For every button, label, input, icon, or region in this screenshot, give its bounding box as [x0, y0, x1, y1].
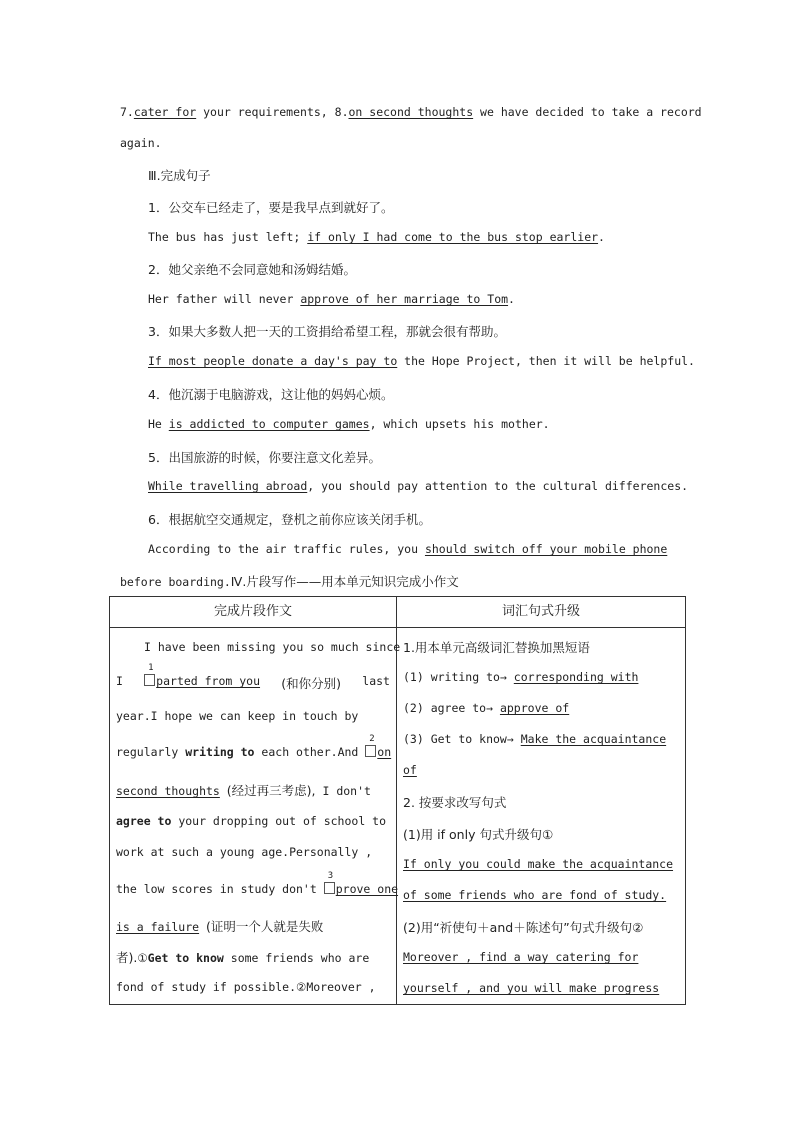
section-4-title: Ⅳ.片段写作——用本单元知识完成小作文	[230, 574, 459, 589]
intro-line-2: again.	[120, 136, 162, 150]
comp-line-7: work at such a young age.Personally ,	[116, 845, 373, 859]
q1-chinese: 1．公交车已经走了，要是我早点到就好了。	[148, 200, 394, 215]
q3-english: If most people donate a day's pay to the Hope Project, then it will be helpful.	[148, 354, 695, 368]
q2-english: Her father will never approve of her marriage to Tom.	[148, 292, 515, 306]
comp-line-3: year.I hope we can keep in touch by	[116, 709, 359, 723]
blank-box-icon	[365, 745, 376, 757]
comp-line-1: I have been missing you so much since	[144, 640, 401, 654]
q4-english: He is addicted to computer games, which upsets his mother.	[148, 417, 550, 431]
comp-line-8: the low scores in study don't 3 prove one	[116, 871, 399, 896]
q6-english: According to the air traffic rules, you should switch off your mobile phone	[148, 542, 668, 556]
q6-chinese: 6．根据航空交通规定，登机之前你应该关闭手机。	[148, 512, 431, 527]
blank-box-icon	[324, 882, 335, 894]
q4-chinese: 4．他沉溺于电脑游戏，这让他的妈妈心烦。	[148, 387, 394, 402]
arrow-icon: →	[486, 701, 500, 715]
comp-line-2: I 1 parted from you (和你分别) last	[116, 663, 390, 691]
q6-continuation-and-section-4: before boarding.Ⅳ.片段写作——用本单元知识完成小作文	[120, 574, 459, 589]
upgrade-line-3: (2) agree to→ approve of	[403, 701, 570, 715]
comp-line-10: 者).①Get to know some friends who are	[116, 950, 370, 965]
upgrade-cell	[397, 628, 686, 1005]
q2-chinese: 2．她父亲绝不会同意她和汤姆结婚。	[148, 262, 356, 277]
q5-chinese: 5．出国旅游的时候，你要注意文化差异。	[148, 450, 381, 465]
upgrade-line-5: of	[403, 763, 417, 777]
upgrade-line-11: Moreover , find a way catering for	[403, 950, 639, 964]
table-header-right: 词汇句式升级	[397, 597, 686, 628]
q1-english: The bus has just left; if only I had come to the bus stop earlier.	[148, 230, 605, 244]
upgrade-line-10: (2)用“祈使句＋and＋陈述句”句式升级句②	[403, 920, 644, 935]
upgrade-line-7: (1)用 if only 句式升级句①	[403, 827, 554, 842]
upgrade-line-12: yourself , and you will make progress	[403, 981, 660, 995]
upgrade-line-9: of some friends who are fond of study.	[403, 888, 667, 902]
upgrade-line-2: (1) writing to→ corresponding with	[403, 670, 639, 684]
section-3-title: Ⅲ.完成句子	[148, 168, 211, 183]
q5-english: While travelling abroad, you should pay attention to the cultural differences.	[148, 479, 689, 493]
composition-cell	[110, 628, 401, 1005]
q3-chinese: 3．如果大多数人把一天的工资捐给希望工程，那就会很有帮助。	[148, 324, 506, 339]
arrow-icon: →	[506, 732, 521, 746]
comp-line-4: regularly writing to each other.And 2 on	[116, 734, 392, 759]
table-header-left: 完成片段作文	[110, 597, 397, 628]
comp-line-11: fond of study if possible.②Moreover ,	[116, 980, 376, 994]
answer-7: cater for	[133, 105, 197, 119]
upgrade-line-8: If only you could make the acquaintance	[403, 857, 674, 871]
upgrade-line-6: 2. 按要求改写句式	[403, 795, 507, 810]
comp-line-9: is a failure (证明一个人就是失败	[116, 919, 324, 934]
answer-8: on second thoughts	[348, 105, 474, 119]
comp-line-6: agree to your dropping out of school to	[116, 814, 387, 828]
upgrade-line-4: (3) Get to know→ Make the acquaintance	[403, 732, 667, 746]
upgrade-line-1: 1.用本单元高级词汇替换加黑短语	[403, 640, 590, 655]
comp-line-5: second thoughts (经过再三考虑), I don't	[116, 783, 371, 798]
blank-box-icon	[144, 674, 155, 686]
writing-table	[109, 596, 686, 1005]
arrow-icon: →	[499, 670, 514, 684]
intro-line-1: 7.cater for your requirements, 8.on second thoughts we have decided to take a record	[120, 105, 702, 119]
